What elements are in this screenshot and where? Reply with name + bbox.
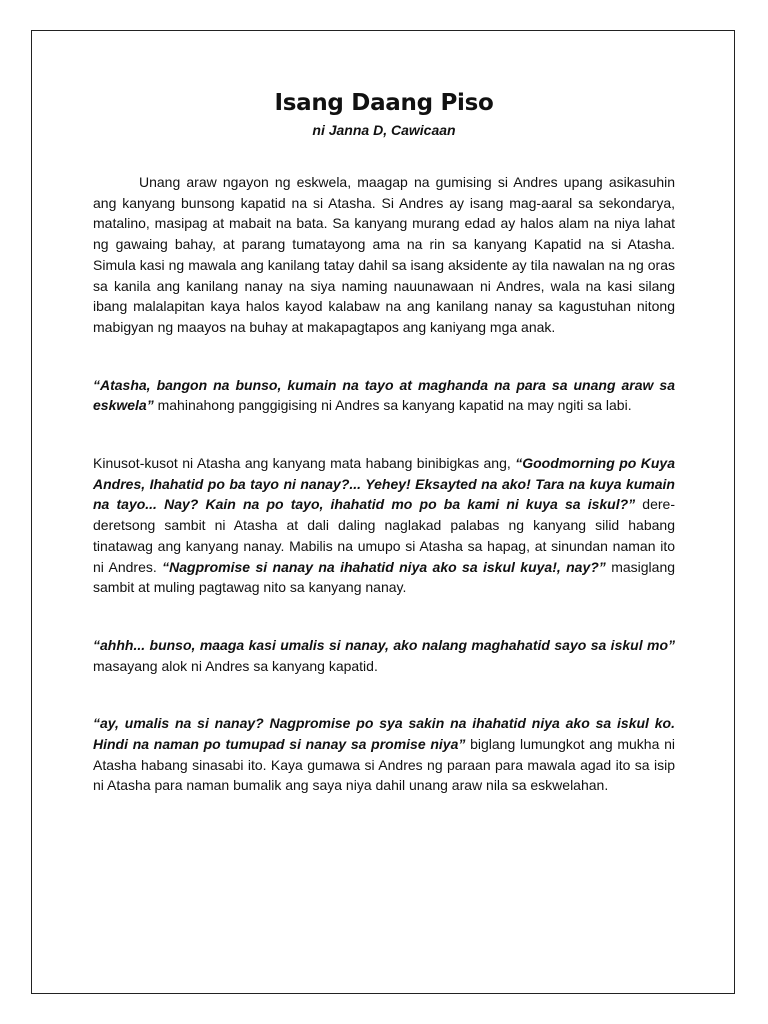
paragraph-dialogue-4: [93, 713, 675, 796]
paragraph-dialogue-2: [93, 453, 675, 598]
story-body: [93, 90, 675, 796]
paragraph-text: masiglang sambit at muling pagtawag nito sa kanyang nanay.: [93, 558, 676, 596]
paragraph-text: masayang alok ni Andres sa kanyang kapatid.: [93, 657, 378, 674]
dialogue-quote: “ahhh... bunso, maaga kasi umalis si nanay, ako nalang maghahatid sayo sa iskul mo”: [93, 636, 675, 653]
dialogue-quote: “ay, umalis na si nanay? Nagpromise po sya sakin na ihahatid niya ako sa iskul ko. Hindi na naman po tumupad si nanay sa promise niya”: [93, 715, 675, 753]
paragraph-dialogue-3: [93, 635, 675, 676]
paragraph-text: biglang lumungkot ang mukha ni Atasha habang sinasabi ito. Kaya gumawa si Andres ng paraan para mawala agad ito sa isip ni Atasha para naman bumalik ang saya niya dahil unang araw nila sa eskwelahan.: [93, 736, 675, 794]
paragraph-text: mahinahong panggigising ni Andres sa kanyang kapatid na may ngiti sa labi.: [153, 397, 632, 414]
story-title: Isang Daang Piso: [274, 90, 494, 116]
dialogue-quote: “Atasha, bangon na bunso, kumain na tayo at maghanda na para sa unang araw sa eskwela”: [93, 376, 675, 414]
dialogue-quote: “Goodmorning po Kuya Andres, Ihahatid po ba tayo ni nanay?... Yehey! Eksayted na ako! Tara na kuya kumain na tayo... Nay? Kain na po tayo, ihahatid mo po ba kami ni kuya sa iskul?”: [93, 455, 675, 513]
dialogue-quote: “Nagpromise si nanay na ihahatid niya ako sa iskul kuya!, nay?”: [162, 558, 606, 575]
author-byline: ni Janna D, Cawicaan: [312, 122, 456, 138]
paragraph-text: Kinusot-kusot ni Atasha ang kanyang mata habang binibigkas ang,: [93, 455, 516, 472]
paragraph-dialogue-1: [93, 375, 675, 416]
paragraph-intro: [93, 172, 675, 338]
paragraph-text: dere-deretsong sambit ni Atasha at dali daling naglakad palabas ng kanyang silid habang tinatawag ang kanyang nanay. Mabilis na umupo si Atasha sa hapag, at sinundan naman ito ni Andres.: [93, 496, 675, 575]
paragraph-text: Unang araw ngayon ng eskwela, maagap na gumising si Andres upang asikasuhin ang kanyang bunsong kapatid na si Atasha. Si Andres ay isang mag-aaral sa sekondarya, matalino, masipag at mabait na bata. Sa kanyang murang edad ay halos alam na niya lahat ng gawaing bahay, at parang tumatayong ama na rin sa kanyang Kapatid na si Atasha. Simula kasi ng mawala ang kanilang tatay dahil sa isang aksidente ay tila nawalan na ng oras sa kanila ang kanilang nanay na siya naming nauunawaan ni Andres, wala na kasi silang ibang malalapitan kaya halos kayod kalabaw na ang kanilang nanay sa kagustuhan nitong mabigyan ng maayos na buhay at makapagtapos ang kaniyang mga anak.: [93, 174, 675, 335]
